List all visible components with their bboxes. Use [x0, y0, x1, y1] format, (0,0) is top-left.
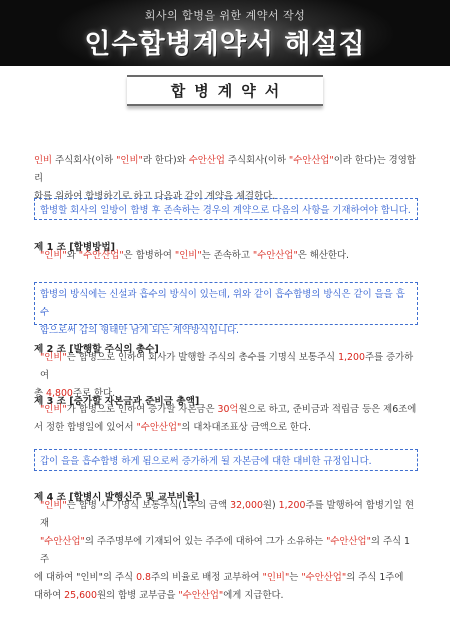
- text: 총: [34, 388, 47, 399]
- text: 4,800: [46, 388, 73, 399]
- article-1-heading: 제 1 조 [합병방법]: [34, 242, 116, 253]
- text: 1,200: [278, 500, 306, 511]
- text: 대하여: [34, 590, 65, 601]
- text: 원으로 하고, 준비금과 적립금 등은 제6조에: [238, 404, 417, 415]
- text: 의 대차대조표상 금액으로 한다.: [181, 422, 311, 433]
- text: "인비": [174, 250, 202, 261]
- text: 주식회사(이하: [224, 155, 289, 166]
- text: 주를 증가하여: [40, 352, 414, 381]
- intro-line-2: 화를 위하여 합병하기로 하고 다음과 같이 계약을 체결한다.: [34, 191, 276, 202]
- banner-title: 인수합병계약서 해설집: [84, 29, 366, 60]
- text: "인비": [40, 250, 67, 261]
- text: "인비": [40, 352, 67, 363]
- note-line: 함으로써 갑의 형태만 남게 되는 계약방식입니다.: [40, 325, 240, 336]
- document-title-box: [127, 75, 323, 106]
- text-line: [34, 569, 419, 587]
- text: 은 합병하여: [123, 250, 175, 261]
- text: 주로 한다.: [72, 388, 116, 399]
- text: "수안산업": [136, 422, 182, 433]
- header-banner: [0, 0, 450, 66]
- text: 주의 비율로 배정 교부하여: [150, 572, 263, 583]
- text-line: [40, 497, 419, 533]
- text: "인비": [40, 404, 67, 415]
- intro-line-1: [34, 152, 419, 188]
- text-line: [34, 419, 419, 437]
- note-line: 합병의 방식에는 신설과 흡수의 방식이 있는데, 위와 같이 흡수합병의 방식은 같이 을을 흡수: [40, 289, 405, 318]
- text: "수안산업": [78, 250, 124, 261]
- party-b-name: 수안산업: [188, 155, 225, 166]
- article-2-heading: 제 2 조 [발행할 주식의 총수]: [34, 344, 159, 355]
- text: "수안산업": [252, 250, 298, 261]
- article-1-body: [34, 247, 419, 265]
- text: 원의 합병 교부금을: [96, 590, 179, 601]
- party-a-quote: "인비": [116, 155, 143, 166]
- article-3-body: [34, 401, 419, 437]
- text: 라 한다)와: [142, 155, 189, 166]
- text: 1,200: [338, 352, 365, 363]
- text: "인비": [262, 572, 290, 583]
- text: 은 해산한다.: [297, 250, 350, 261]
- text: 30억: [217, 404, 239, 415]
- guidance-note-3: 갑이 을을 흡수합병 하게 됨으로써 증가하게 될 자본금에 대한 대비한 규정입니다.: [34, 449, 418, 471]
- text: 는 존속하고: [201, 250, 253, 261]
- text: 가 합병으로 인하여 증가할 자본금은: [66, 404, 218, 415]
- text: "수안산업": [178, 590, 224, 601]
- text: 주식회사(이하: [52, 155, 117, 166]
- text-line: [40, 349, 419, 385]
- text: 는 합병 시 기명식 보통주식(1주의 금액: [66, 500, 231, 511]
- text-line: [40, 401, 419, 419]
- text: 원): [262, 500, 279, 511]
- text-line: [40, 533, 419, 569]
- text: 의 주식 1주: [40, 536, 411, 565]
- text: "수안산업": [326, 536, 371, 547]
- text: "수안산업": [40, 536, 85, 547]
- party-a-name: 인비: [34, 155, 53, 166]
- text: 이라 한다)는 경영합리: [34, 155, 416, 184]
- text: 32,000: [230, 500, 263, 511]
- text: 에게 지급한다.: [223, 590, 284, 601]
- guidance-note-2: [34, 282, 418, 336]
- banner-subtitle: 회사의 합병을 위한 계약서 작성: [144, 9, 306, 22]
- text: "수안산업": [301, 572, 347, 583]
- guidance-note-1: 합병할 회사의 일방이 합병 후 존속하는 경우의 계약으로 다음의 사항을 기재하여야 합니다.: [34, 198, 418, 220]
- text: 는: [289, 572, 302, 583]
- text-line: [34, 587, 419, 605]
- text: 와: [66, 250, 79, 261]
- text: "인비": [40, 500, 67, 511]
- text: 25,600: [64, 590, 97, 601]
- text: 는 합병으로 인하여 회사가 발행할 주식의 총수를 기명식 보통주식: [66, 352, 339, 363]
- article-3-heading: 제 3 조 [증가할 자본금과 준비금 총액]: [34, 396, 200, 407]
- article-4-body: [34, 497, 419, 605]
- text: 에 대하여 "인비"의 주식: [34, 572, 137, 583]
- text: 주를 발행하여 합병기일 현재: [40, 500, 415, 529]
- text: 의 주주명부에 기재되어 있는 주주에 대하여 그가 소유하는: [84, 536, 327, 547]
- party-b-quote: "수안산업": [288, 155, 334, 166]
- article-4-heading: 제 4 조 [합병시 발행신주 및 교부비율]: [34, 492, 200, 503]
- text: 서 정한 합병일에 있어서: [34, 422, 137, 433]
- text: 0.8: [136, 572, 151, 583]
- document-title: 합병계약서: [170, 82, 289, 100]
- text: 의 주식 1주에: [346, 572, 404, 583]
